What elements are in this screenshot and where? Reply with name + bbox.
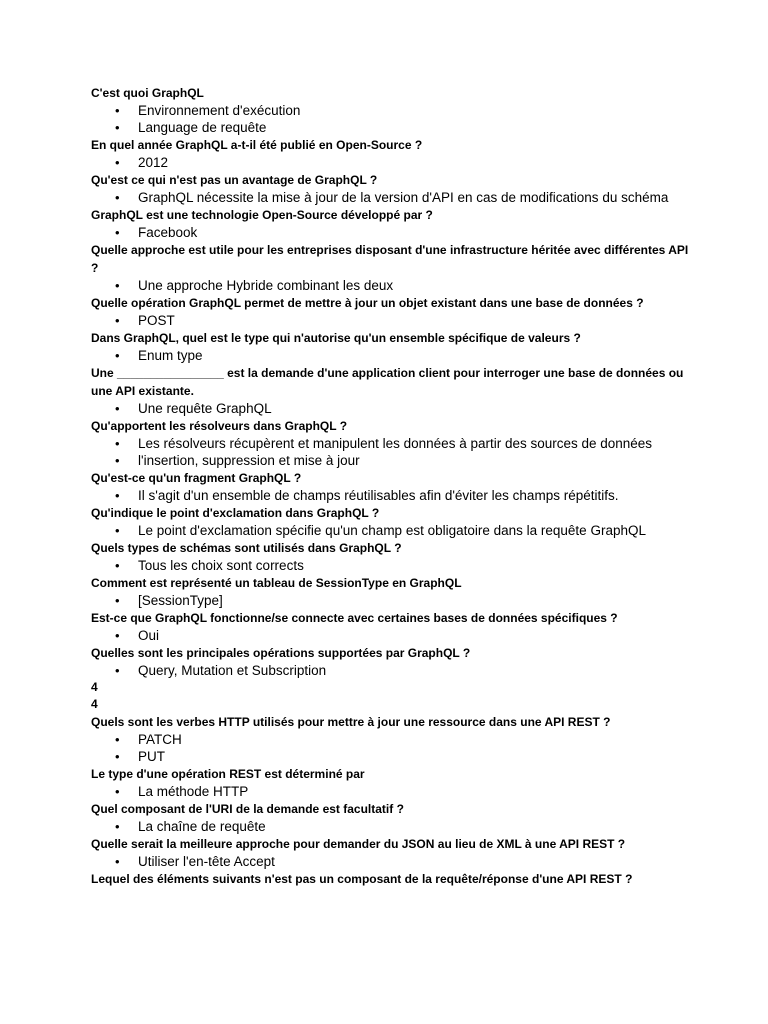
- answer-item: [91, 189, 691, 206]
- bullet-icon: •: [115, 784, 120, 799]
- answer-list: [91, 189, 691, 206]
- bullet-icon: •: [115, 155, 120, 170]
- answer-list: [91, 557, 691, 574]
- answer-list: [91, 224, 691, 241]
- answer-list: [91, 731, 691, 765]
- answer-list: [91, 853, 691, 870]
- answer-text: PATCH: [138, 732, 182, 747]
- bullet-icon: •: [115, 190, 120, 205]
- answer-item: [91, 627, 691, 644]
- question-text: Le type d'une opération REST est déterminé par: [91, 767, 365, 781]
- answer-text: Facebook: [138, 225, 198, 240]
- answer-text: Le point d'exclamation spécifie qu'un champ est obligatoire dans la requête GraphQL: [138, 523, 646, 538]
- answer-list: [91, 592, 691, 609]
- answer-text: PUT: [138, 749, 165, 764]
- question-text: Est-ce que GraphQL fonctionne/se connecte avec certaines bases de données spécifiques ?: [91, 611, 618, 625]
- answer-item: [91, 102, 691, 119]
- answer-item: [91, 224, 691, 241]
- answer-item: [91, 592, 691, 609]
- bullet-icon: •: [115, 628, 120, 643]
- answer-item: [91, 347, 691, 364]
- question-text: Qu'est-ce qu'un fragment GraphQL ?: [91, 471, 302, 485]
- answer-list: [91, 435, 691, 469]
- answer-text: Enum type: [138, 348, 203, 363]
- bullet-icon: •: [115, 663, 120, 678]
- answer-item: [91, 154, 691, 171]
- answer-list: [91, 487, 691, 504]
- bullet-icon: •: [115, 103, 120, 118]
- bullet-icon: •: [115, 819, 120, 834]
- question-text: Qu'est ce qui n'est pas un avantage de GraphQL ?: [91, 173, 378, 187]
- bullet-icon: •: [115, 749, 120, 764]
- question-text: Lequel des éléments suivants n'est pas un composant de la requête/réponse d'une API REST ?: [91, 872, 633, 886]
- question-text: Quelle serait la meilleure approche pour demander du JSON au lieu de XML à une API REST ?: [91, 837, 626, 851]
- question-text: Comment est représenté un tableau de SessionType en GraphQL: [91, 576, 462, 590]
- bullet-icon: •: [115, 225, 120, 240]
- question-text: Qu'indique le point d'exclamation dans GraphQL ?: [91, 506, 380, 520]
- bullet-icon: •: [115, 488, 120, 503]
- answer-item: [91, 277, 691, 294]
- answer-item: [91, 522, 691, 539]
- answer-list: [91, 154, 691, 171]
- answer-text: GraphQL nécessite la mise à jour de la version d'API en cas de modifications du schéma: [138, 190, 669, 205]
- answer-text: POST: [138, 313, 175, 328]
- answer-list: [91, 522, 691, 539]
- answer-list: [91, 102, 691, 136]
- question-text: Quels sont les verbes HTTP utilisés pour mettre à jour une ressource dans une API REST ?: [91, 715, 611, 729]
- bullet-icon: •: [115, 523, 120, 538]
- answer-list: [91, 662, 691, 679]
- bullet-icon: •: [115, 278, 120, 293]
- answer-text: Une requête GraphQL: [138, 401, 272, 416]
- answer-item: [91, 487, 691, 504]
- answer-item: [91, 731, 691, 748]
- answer-text: Query, Mutation et Subscription: [138, 663, 327, 678]
- answer-item: [91, 662, 691, 679]
- answer-item: [91, 312, 691, 329]
- bullet-icon: •: [115, 348, 120, 363]
- bullet-icon: •: [115, 732, 120, 747]
- bullet-icon: •: [115, 558, 120, 573]
- question-text: Quelles sont les principales opérations supportées par GraphQL ?: [91, 646, 471, 660]
- answer-text: Les résolveurs récupèrent et manipulent les données à partir des sources de données: [138, 436, 653, 451]
- bullet-icon: •: [115, 436, 120, 451]
- answer-text: Tous les choix sont corrects: [138, 558, 304, 573]
- question-text: C'est quoi GraphQL: [91, 86, 204, 100]
- answer-text: Environnement d'exécution: [138, 103, 301, 118]
- stray-number: 4: [91, 697, 98, 711]
- answer-text: Oui: [138, 628, 160, 643]
- question-text: GraphQL est une technologie Open-Source développé par ?: [91, 208, 433, 222]
- answer-text: Utiliser l'en-tête Accept: [138, 854, 275, 869]
- question-text: Quelle opération GraphQL permet de mettre à jour un objet existant dans une base de données ?: [91, 296, 644, 310]
- answer-list: [91, 627, 691, 644]
- quiz-content: [91, 84, 691, 888]
- answer-text: Une approche Hybride combinant les deux: [138, 278, 394, 293]
- answer-text: Il s'agit d'un ensemble de champs réutilisables afin d'éviter les champs répétitifs.: [138, 488, 619, 503]
- answer-item: [91, 748, 691, 765]
- question-text: Quelle approche est utile pour les entreprises disposant d'une infrastructure héritée avec différentes API ?: [91, 243, 689, 275]
- question-text: Dans GraphQL, quel est le type qui n'autorise qu'un ensemble spécifique de valeurs ?: [91, 331, 581, 345]
- answer-item: [91, 400, 691, 417]
- question-text: En quel année GraphQL a-t-il été publié en Open-Source ?: [91, 138, 423, 152]
- answer-text: 2012: [138, 155, 169, 170]
- bullet-icon: •: [115, 453, 120, 468]
- answer-list: [91, 400, 691, 417]
- answer-list: [91, 783, 691, 800]
- answer-item: [91, 119, 691, 136]
- question-text: Une ________________ est la demande d'une application client pour interroger une base de données ou une API existante.: [91, 366, 684, 398]
- answer-list: [91, 818, 691, 835]
- question-text: Quel composant de l'URI de la demande est facultatif ?: [91, 802, 404, 816]
- answer-item: [91, 435, 691, 452]
- answer-item: [91, 452, 691, 469]
- answer-list: [91, 277, 691, 294]
- answer-item: [91, 783, 691, 800]
- answer-list: [91, 312, 691, 329]
- answer-list: [91, 347, 691, 364]
- bullet-icon: •: [115, 120, 120, 135]
- bullet-icon: •: [115, 854, 120, 869]
- question-text: Quels types de schémas sont utilisés dans GraphQL ?: [91, 541, 402, 555]
- bullet-icon: •: [115, 593, 120, 608]
- answer-item: [91, 818, 691, 835]
- question-text: Qu'apportent les résolveurs dans GraphQL ?: [91, 419, 348, 433]
- stray-number: 4: [91, 680, 98, 694]
- answer-item: [91, 557, 691, 574]
- answer-text: La chaîne de requête: [138, 819, 266, 834]
- answer-item: [91, 853, 691, 870]
- answer-text: [SessionType]: [138, 593, 223, 608]
- answer-text: La méthode HTTP: [138, 784, 249, 799]
- bullet-icon: •: [115, 401, 120, 416]
- bullet-icon: •: [115, 313, 120, 328]
- answer-text: Language de requête: [138, 120, 267, 135]
- answer-text: l'insertion, suppression et mise à jour: [138, 453, 360, 468]
